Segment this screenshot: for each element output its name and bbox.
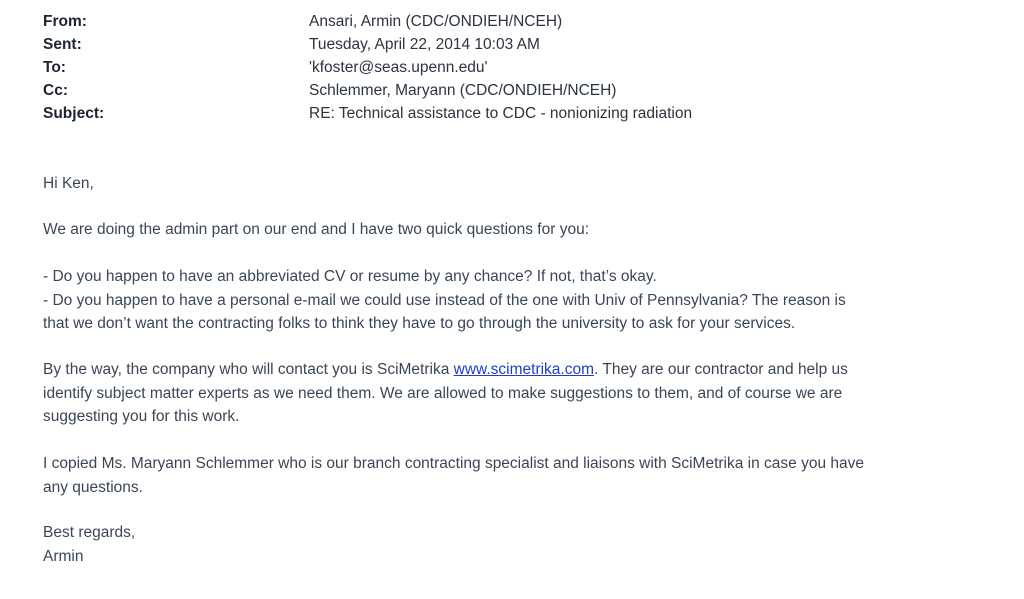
cc-note-paragraph: [43, 452, 978, 499]
from-row: [43, 11, 1003, 33]
company-text-before-link: By the way, the company who will contact you is SciMetrika: [43, 361, 454, 378]
sign-off: [43, 521, 978, 568]
sent-value: Tuesday, April 22, 2014 10:03 AM: [309, 36, 540, 53]
from-label: From:: [43, 13, 87, 30]
cc-note-line-2: any questions.: [43, 478, 143, 496]
company-text-after-link: . They are our contractor and help us: [594, 361, 848, 378]
company-line-3: suggesting you for this work.: [43, 408, 240, 425]
cc-value: Schlemmer, Maryann (CDC/ONDIEH/NCEH): [309, 82, 617, 99]
intro-paragraph: [43, 218, 978, 242]
greeting: [43, 172, 978, 196]
intro-text: We are doing the admin part on our end and I have two quick questions for you:: [43, 221, 589, 238]
greeting-text: Hi Ken,: [43, 175, 94, 192]
question-1: - Do you happen to have an abbreviated CV or resume by any chance? If not, that’s okay.: [43, 268, 657, 285]
questions-paragraph: [43, 265, 978, 336]
closing: Best regards,: [43, 524, 136, 541]
company-paragraph: [43, 358, 978, 429]
company-line-2: identify subject matter experts as we need them. We are allowed to make suggestions to them, and of course we are: [43, 384, 843, 402]
sent-row: [43, 34, 1003, 56]
sent-label: Sent:: [43, 36, 82, 53]
cc-note-line-1: I copied Ms. Maryann Schlemmer who is our branch contracting specialist and liaisons with SciMetrika in case you have: [43, 455, 865, 472]
cc-row: [43, 80, 1003, 102]
subject-label: Subject:: [43, 105, 105, 122]
cc-label: Cc:: [43, 82, 68, 99]
subject-row: [43, 103, 1003, 125]
company-line-1: [43, 358, 978, 382]
from-value: Ansari, Armin (CDC/ONDIEH/NCEH): [309, 13, 563, 30]
question-2-line-1: - Do you happen to have a personal e-mail we could use instead of the one with Univ of Pennsylvania? The reason is: [43, 291, 846, 309]
scimetrika-link[interactable]: www.scimetrika.com: [453, 361, 595, 378]
to-row: [43, 57, 1003, 79]
to-label: To:: [43, 59, 66, 76]
to-value: 'kfoster@seas.upenn.edu': [309, 59, 488, 76]
subject-value: RE: Technical assistance to CDC - nonionizing radiation: [309, 105, 693, 122]
signature: Armin: [43, 547, 84, 565]
question-2-line-2: that we don’t want the contracting folks to think they have to go through the university to ask for your services.: [43, 315, 796, 332]
